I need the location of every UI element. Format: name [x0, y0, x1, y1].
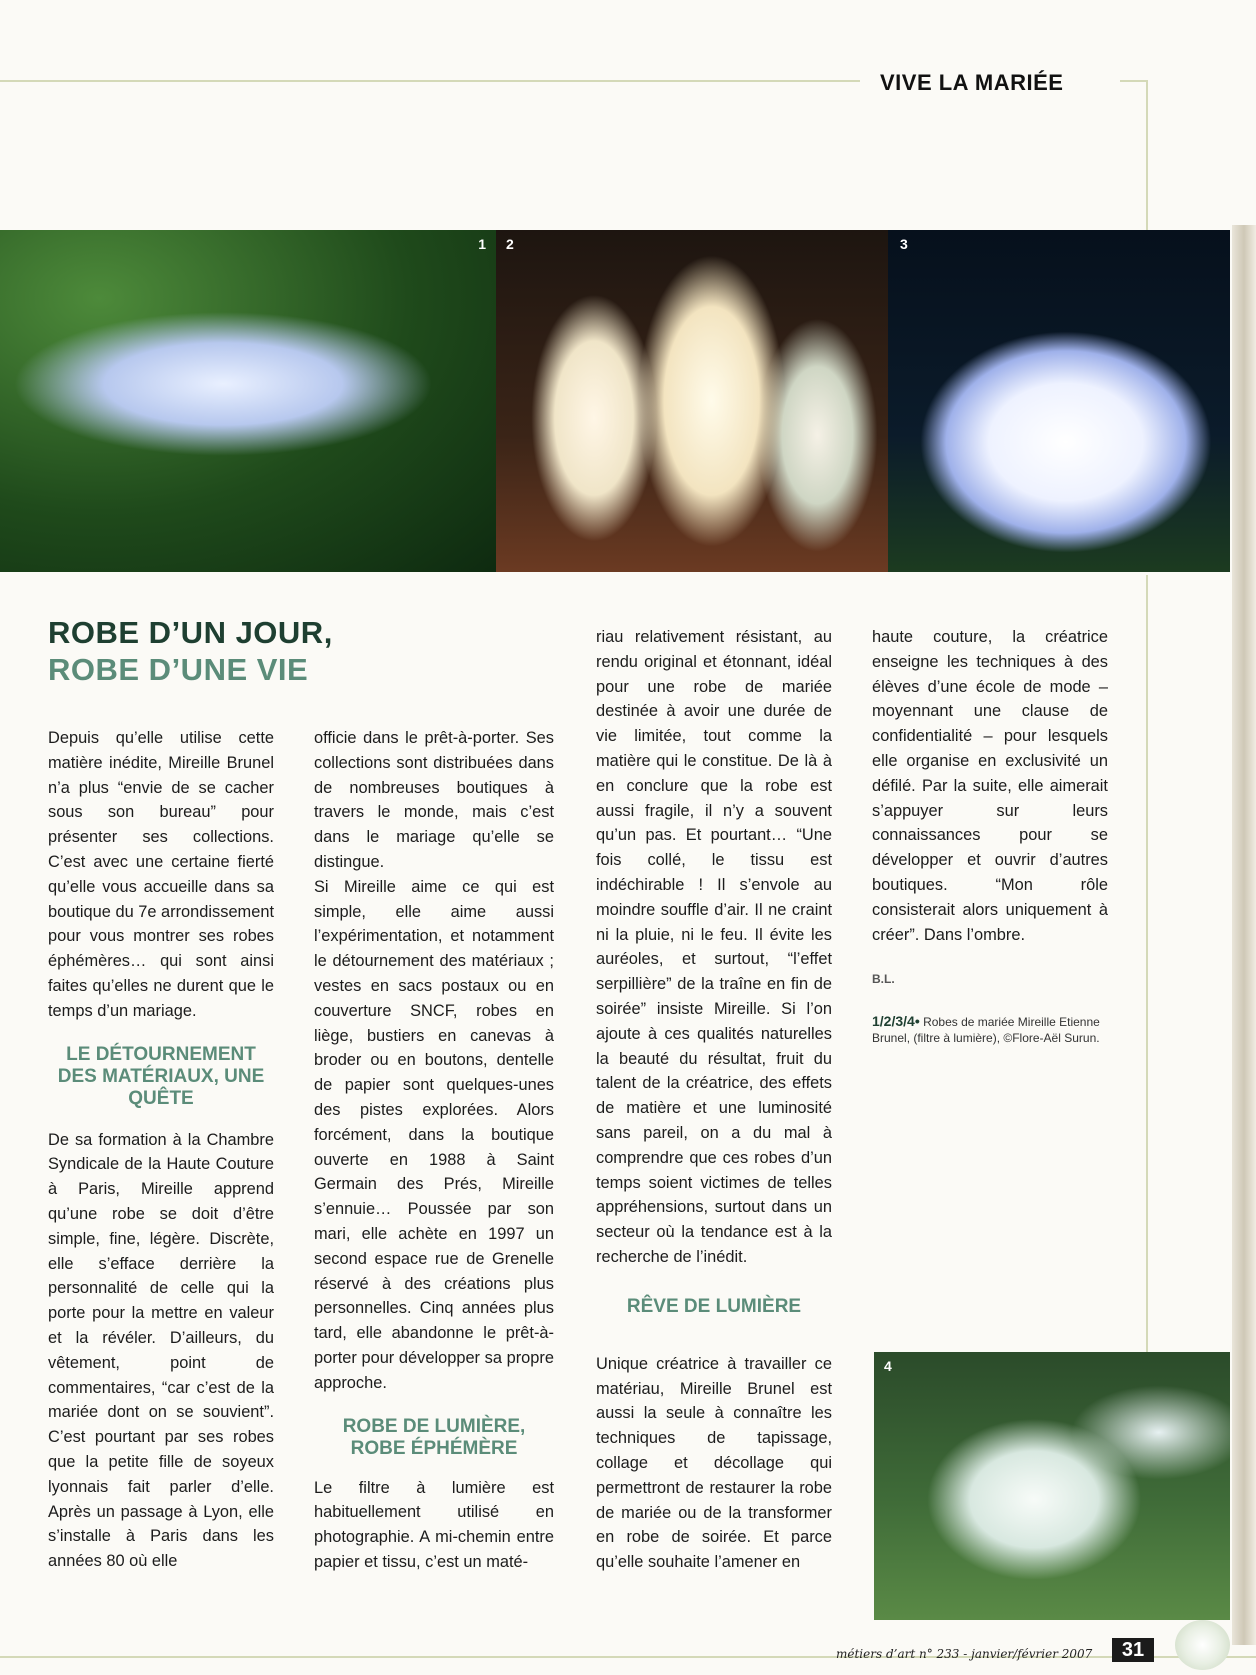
column-4 — [872, 625, 1108, 1046]
photo-number: 1 — [478, 236, 486, 252]
frame-rule-right-lower — [1146, 575, 1148, 1355]
article-title-line1: ROBE D’UN JOUR, — [48, 615, 333, 650]
paragraph: Unique créatrice à travailler ce matériau, Mireille Brunel est aussi la seule à connaître les techniques de tapissage, collage et décollage qui permettront de restaurer la robe de mariée ou de la transformer en robe de soirée. Et parce qu’elle souhaite l’amener en — [596, 1354, 832, 1572]
photo-number: 2 — [506, 236, 514, 252]
paragraph: De sa formation à la Chambre Syndicale de la Haute Couture à Paris, Mireille apprend qu’une robe se doit d’être simple, fine, légère. Discrète, elle s’efface derrière la personnalité de celle qui la porte pour la mettre en valeur et la révéler. D’ailleurs, du vêtement, point de commentaires, “car c’est de la mariée dont on se souvient”. C’est pourtant par ses robes que la petite fille de soyeux lyonnais fait parler d’elle. Après un passage à Lyon, elle s’installe à Paris dans les années 80 où elle — [48, 1130, 274, 1571]
photo-bride-twirling — [888, 230, 1230, 572]
subheading: RÊVE DE LUMIÈRE — [626, 1295, 802, 1317]
frame-rule-right — [1146, 80, 1148, 230]
column-1 — [48, 726, 274, 1574]
publication-footer: métiers d’art n° 233 - janvier/février 2007 — [836, 1647, 1093, 1661]
subheading: LE DÉTOURNEMENT DES MATÉRIAUX, UNE QUÊTE — [57, 1043, 265, 1109]
page-number: 31 — [1112, 1638, 1154, 1662]
paragraph: Depuis qu’elle utilise cette matière inédite, Mireille Brunel n’a plus “envie de se cacher sous son bureau” pour présenter ses collections. C’est avec une certaine fierté qu’elle vous accueille dans sa boutique du 7e arrondissement pour vous montrer ses robes éphémères… qui sont ainsi faites qu’elles ne durent que le temps d’un mariage. — [48, 729, 274, 1020]
page-edge-strip — [1232, 225, 1256, 1645]
paragraph: riau relativement résistant, au rendu original et étonnant, idéal pour une robe de mariée destinée à avoir une durée de vie limitée, tout comme la matière qui le constitue. De là à en conclure que la robe est aussi fragile, il n’y a souvent qu’un pas. Et pourtant… “Une fois collé, le tissu est indéchirable ! Il s’envole au moindre souffle d’air. Il ne craint ni la pluie, ni le feu. Il évite les auréoles, et surtout, “l’effet serpillière” de la traîne en fin de soirée” insiste Mireille. Si l’on ajoute à ces qualités naturelles la beauté du résultat, fruit du talent de la créatrice, des effets de matière et une luminosité sans pareil, on a du mal à comprendre que ces robes d’un temps soient victimes de telles appréhensions, surtout dans un secteur où la tendance est à la recherche de l’inédit. — [596, 628, 832, 1266]
subheading: ROBE DE LUMIÈRE, ROBE ÉPHÉMÈRE — [342, 1415, 526, 1459]
column-3 — [596, 625, 832, 1575]
photo-number: 4 — [884, 1358, 892, 1374]
byline: B.L. — [872, 972, 895, 987]
paragraph: Le filtre à lumière est habituellement utilisé en photographie. A mi-chemin entre papier et tissu, c’est un maté- — [314, 1478, 554, 1571]
paragraph: officie dans le prêt-à-porter. Ses collections sont distribuées dans de nombreuses boutiques à travers le monde, mais c’est dans le mariage qu’elle se distingue. — [314, 729, 554, 871]
paragraph: Si Mireille aime ce qui est simple, elle aime aussi l’expérimentation, et notamment le détournement des matériaux ; vestes en sacs postaux ou en couverture SNCF, robes en liège, bustiers en canevas à broder ou en boutons, dentelle de papier sont quelques-unes des pistes explorées. Alors forcément, dans la boutique ouverte en 1988 à Saint Germain des Prés, Mireille s’ennuie… Poussée par son mari, elle achète en 1997 un second espace rue de Grenelle réservé à des créations plus personnelles. Cinq années plus tard, elle abandonne le prêt-à-porter pour développer sa propre approche. — [314, 877, 554, 1392]
photo-caption — [872, 1014, 1108, 1046]
paragraph: haute couture, la créatrice enseigne les techniques à des élèves d’une école de mode – moyennant une clause de confidentialité – pour lesquels elle organise en exclusivité un défilé. Par la suite, elle aimerait s’appuyer sur leurs connaissances pour se développer et ouvrir d’autres boutiques. “Mon rôle consisterait alors uniquement à créer”. Dans l’ombre. — [872, 628, 1108, 944]
caption-numbers: 1/2/3/4• — [872, 1013, 920, 1030]
photo-bride-veil — [874, 1352, 1230, 1620]
article-title-line2: ROBE D’UNE VIE — [48, 652, 309, 687]
photo-bride-swing — [0, 230, 496, 572]
column-2 — [314, 726, 554, 1575]
section-label: VIVE LA MARIÉE — [880, 70, 1064, 95]
rose-icon — [1175, 1620, 1230, 1670]
caption-text: Robes de mariée Mireille Etienne Brunel, (filtre à lumière), ©Flore-Aël Surun. — [872, 1015, 1100, 1045]
photo-brides-dancing — [496, 230, 888, 572]
frame-rule-top — [0, 80, 860, 82]
frame-rule-top-end — [1120, 80, 1148, 82]
photo-number: 3 — [900, 236, 908, 252]
